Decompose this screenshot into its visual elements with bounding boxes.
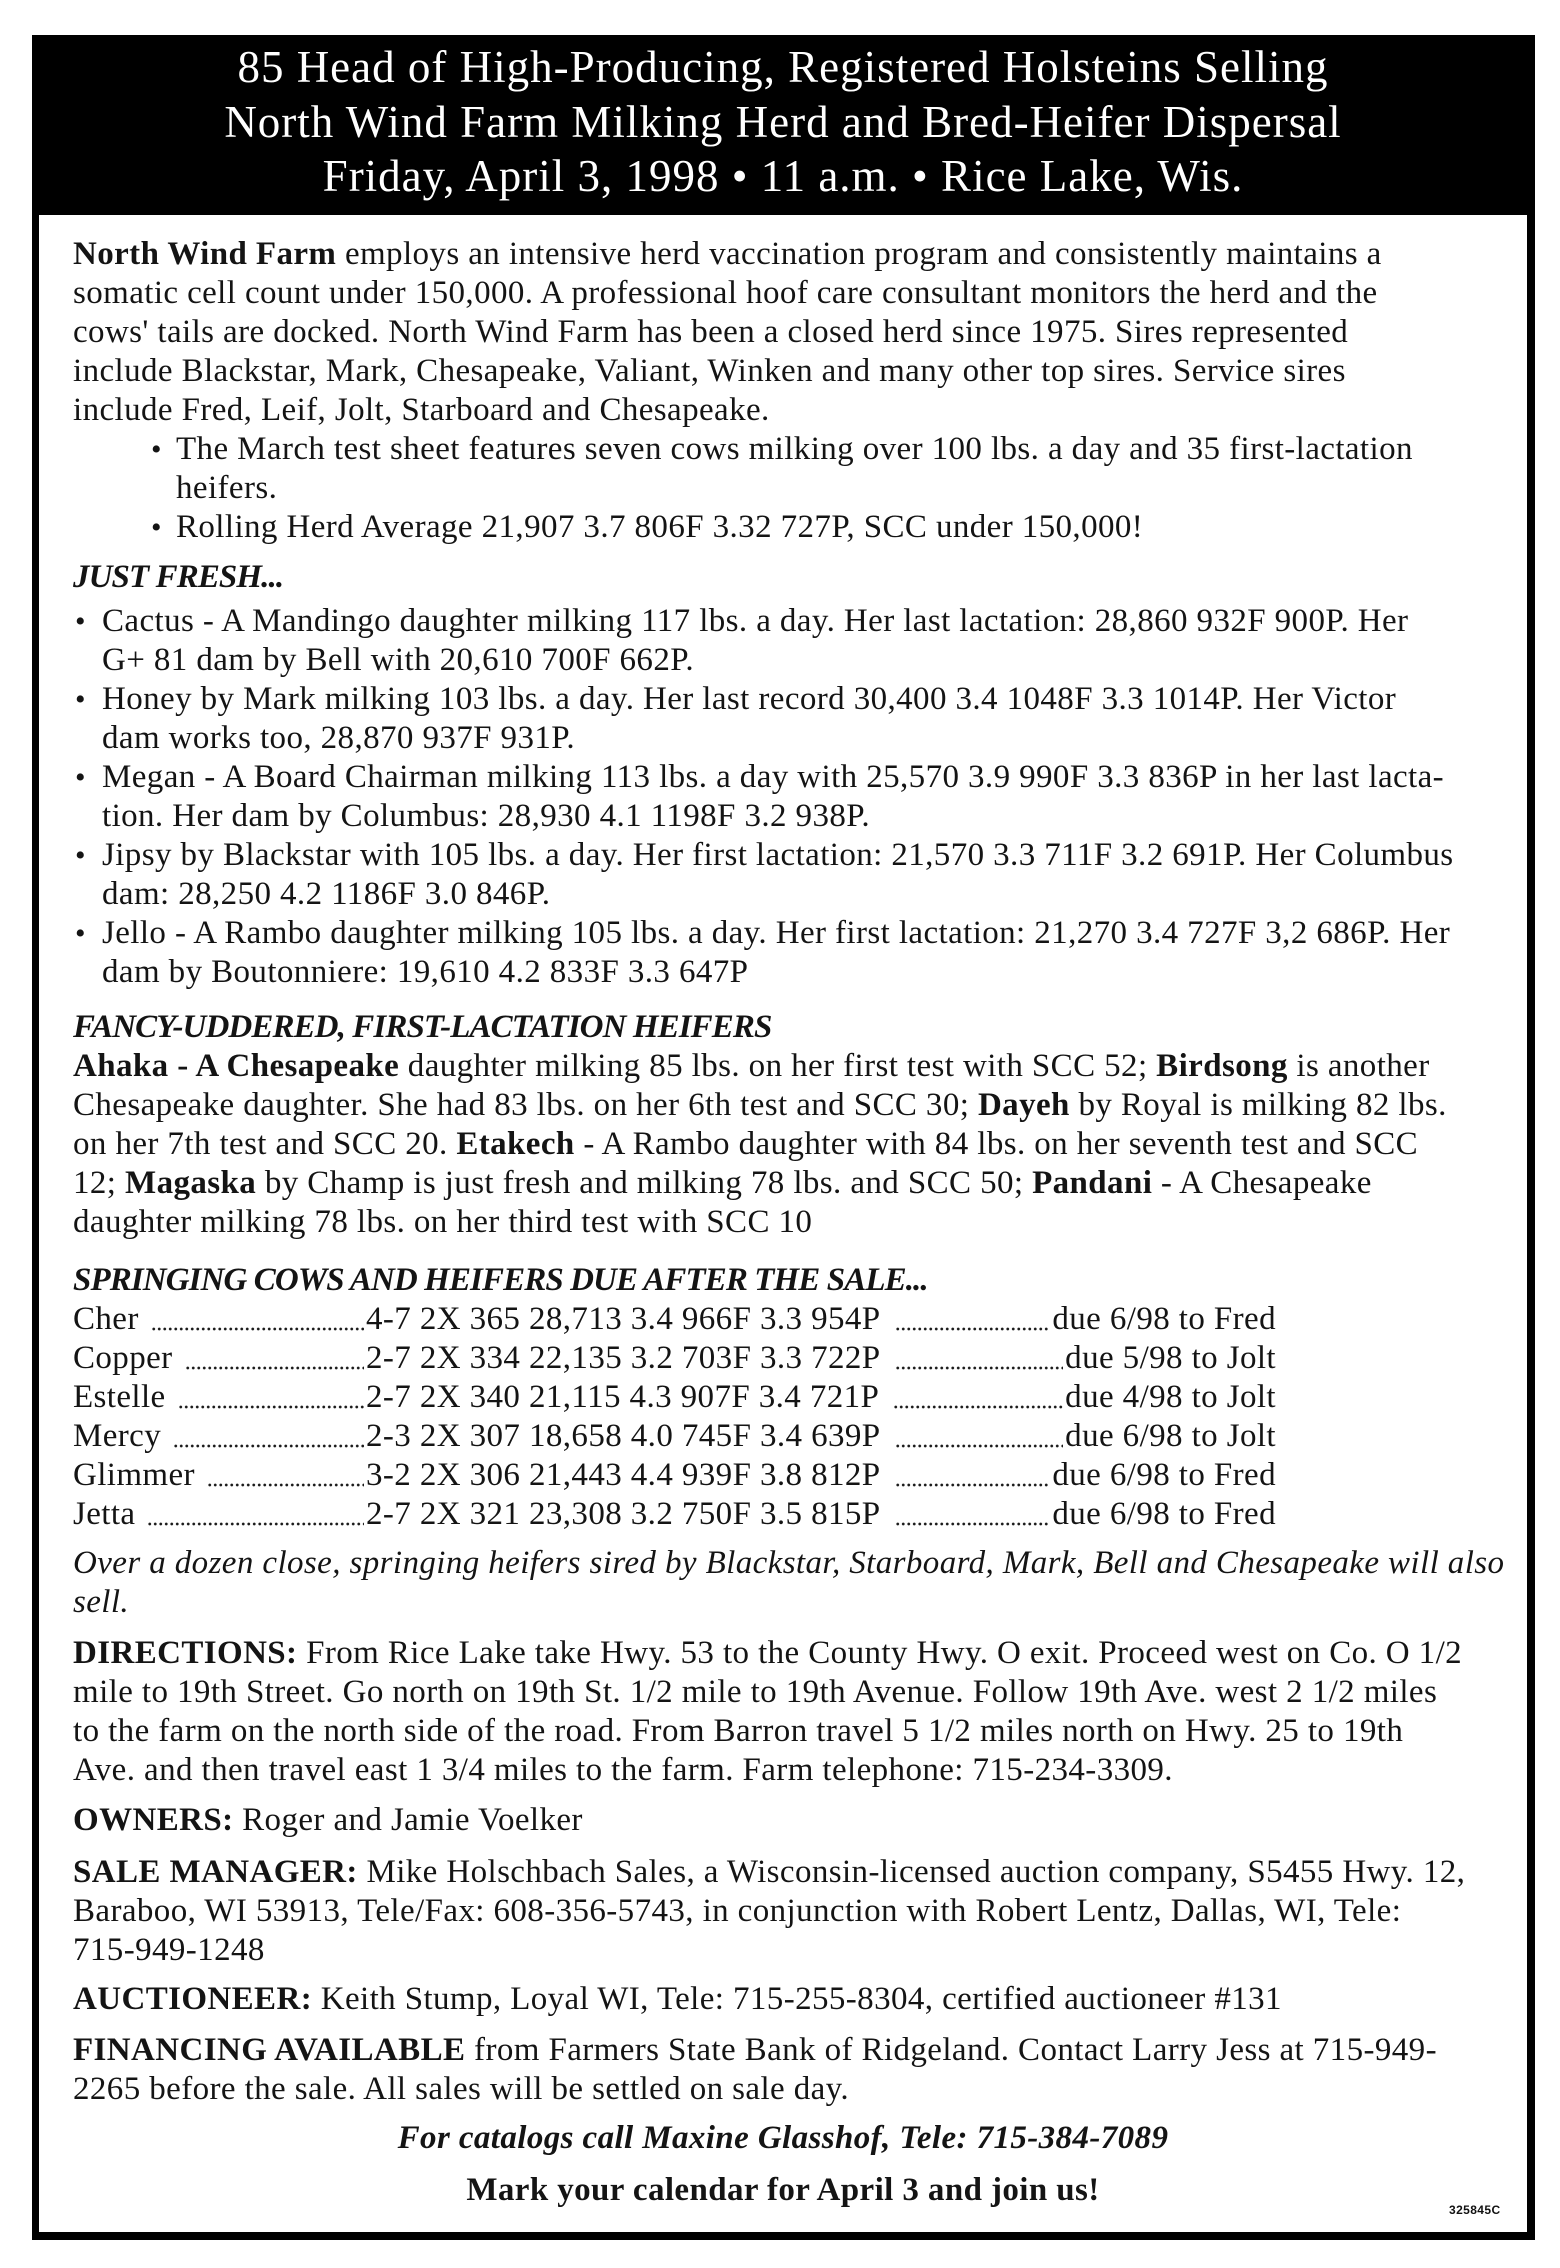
bold-text: Birdsong [1156, 1048, 1288, 1084]
text-line [73, 313, 1507, 352]
text-line [73, 391, 1507, 430]
dot-leader [178, 1378, 364, 1417]
table-row [73, 1417, 1276, 1456]
text-segment: mile to 19th Street. Go north on 19th St. 1/2 mile to 19th Avenue. Follow 19th Ave. west 2 1/2 miles [73, 1674, 1438, 1710]
bold-text: OWNERS: [73, 1802, 234, 1838]
sale-manager-section [73, 1853, 1507, 1970]
text-segment: somatic cell count under 150,000. A professional hoof care consultant monitors the herd and the [73, 275, 1378, 311]
bullet-text [102, 836, 1454, 914]
text-line [73, 2070, 1507, 2109]
table-row [73, 1339, 1276, 1378]
text-segment: From Rice Lake take Hwy. 53 to the County Hwy. O exit. Proceed west on Co. O 1/2 [297, 1635, 1463, 1671]
text-segment: 715-949-1248 [73, 1932, 265, 1968]
headline-subtitle: North Wind Farm Milking Herd and Bred-Heifer Dispersal [224, 96, 1342, 147]
bullet-text [102, 602, 1408, 680]
headline-title: 85 Head of High-Producing, Registered Holsteins Selling [237, 42, 1329, 92]
text-segment: cows' tails are docked. North Wind Farm has been a closed herd since 1975. Sires represented [73, 314, 1349, 350]
bold-text: SALE MANAGER: [73, 1854, 358, 1890]
intro-bullet-list [73, 430, 1507, 547]
text-segment: Jello - A Rambo daughter milking 105 lbs. a day. Her first lactation: 21,270 3.4 727F 3,2 686P. Her [102, 915, 1451, 951]
also-selling-note [73, 1544, 1507, 1622]
text-segment: Chesapeake daughter. She had 83 lbs. on her 6th test and SCC 30; [73, 1087, 978, 1123]
table-row [73, 1456, 1276, 1495]
cow-name: Estelle [73, 1379, 166, 1415]
text-segment: Keith Stump, Loyal WI, Tele: 715-255-8304, certified auctioneer #131 [312, 1981, 1282, 2017]
text-line [176, 508, 1143, 547]
production-record: 2-7 2X 340 21,115 4.3 907F 3.4 721P [366, 1379, 880, 1415]
text-segment: The March test sheet features seven cows milking over 100 lbs. a day and 35 first-lactation [176, 431, 1413, 467]
bullet-list-item [151, 508, 1507, 547]
text-segment: - A Rambo daughter with 84 lbs. on her seventh test and SCC [574, 1126, 1419, 1162]
bullet-text [102, 680, 1396, 758]
heifers-paragraph [73, 1047, 1507, 1242]
springing-table [73, 1300, 1507, 1534]
text-segment: 12; [73, 1165, 126, 1201]
table-row [73, 1378, 1276, 1417]
financing-section [73, 2031, 1507, 2109]
text-line [102, 953, 1450, 992]
text-line [176, 469, 1413, 508]
text-line [73, 1086, 1507, 1125]
due-date: due 6/98 to Fred [1052, 1301, 1276, 1337]
bold-text: Magaska [125, 1165, 257, 1201]
text-segment: sell. [73, 1584, 130, 1620]
bullet-list-item [75, 836, 1507, 914]
bullet-list-item [75, 602, 1507, 680]
text-segment: Mike Holschbach Sales, a Wisconsin-licensed auction company, S5455 Hwy. 12, [357, 1854, 1466, 1890]
text-line [102, 719, 1396, 758]
dot-leader [151, 1300, 364, 1339]
auctioneer-section [73, 1980, 1507, 2019]
text-segment: Roger and Jamie Voelker [233, 1802, 583, 1838]
bullet-list-item [75, 758, 1507, 836]
dot-leader [895, 1300, 1051, 1339]
bold-text: Pandani [1032, 1165, 1153, 1201]
text-line [73, 1203, 1507, 1242]
text-line [73, 1801, 1507, 1840]
text-segment: Baraboo, WI 53913, Tele/Fax: 608-356-5743, in conjunction with Robert Lentz, Dallas, WI, Tele: [73, 1893, 1402, 1929]
text-line [73, 352, 1507, 391]
due-date: due 6/98 to Fred [1052, 1457, 1276, 1493]
cow-name: Copper [73, 1340, 173, 1376]
text-line [102, 914, 1450, 953]
bullet-list-item [151, 430, 1507, 508]
text-line [73, 1583, 1507, 1622]
cow-name-cell [73, 1300, 366, 1339]
just-fresh-list [73, 602, 1507, 992]
text-line [73, 1980, 1507, 2019]
due-date: due 5/98 to Jolt [1065, 1340, 1276, 1376]
dot-leader [893, 1378, 1063, 1417]
text-line [73, 1164, 1507, 1203]
cow-name: Cher [73, 1301, 139, 1337]
dot-leader [147, 1495, 364, 1534]
text-segment: employs an intensive herd vaccination program and consistently maintains a [336, 236, 1382, 272]
text-segment: dam by Boutonniere: 19,610 4.2 833F 3.3 647P [102, 954, 749, 990]
dot-leader [173, 1417, 364, 1456]
directions-section [73, 1634, 1507, 1790]
bullet-text [176, 430, 1413, 508]
text-line [102, 602, 1408, 641]
table-row [73, 1300, 1276, 1339]
cow-name-cell [73, 1495, 366, 1534]
bullet-icon: • [151, 433, 162, 466]
text-line [102, 758, 1444, 797]
bold-text: AUCTIONEER: [73, 1981, 313, 2017]
text-line [73, 1853, 1507, 1892]
bullet-icon: • [75, 839, 86, 872]
calendar-reminder: Mark your calendar for April 3 and join us! [466, 2172, 1100, 2208]
text-segment: Jipsy by Blackstar with 105 lbs. a day. Her first lactation: 21,570 3.3 711F 3.2 691P. Her Columbus [102, 837, 1454, 873]
dot-leader [895, 1456, 1051, 1495]
bold-text: FINANCING AVAILABLE [73, 2032, 466, 2068]
text-segment: from Farmers State Bank of Ridgeland. Contact Larry Jess at 715-949- [465, 2032, 1437, 2068]
dot-leader [207, 1456, 364, 1495]
due-date: due 6/98 to Jolt [1065, 1418, 1276, 1454]
springing-heading: SPRINGING COWS AND HEIFERS DUE AFTER THE SALE... [73, 1262, 928, 1298]
production-record: 2-7 2X 321 23,308 3.2 750F 3.5 815P [366, 1496, 881, 1532]
cow-name-cell [73, 1456, 366, 1495]
bullet-text [102, 914, 1450, 992]
text-segment: on her 7th test and SCC 20. [73, 1126, 457, 1162]
bullet-icon: • [75, 761, 86, 794]
table-row [73, 1495, 1276, 1534]
text-line [102, 641, 1408, 680]
text-line [73, 1712, 1507, 1751]
text-segment: Honey by Mark milking 103 lbs. a day. Her last record 30,400 3.4 1048F 3.3 1014P. Her Victor [102, 681, 1397, 717]
bullet-list-item [75, 680, 1507, 758]
text-line [73, 1125, 1507, 1164]
text-segment: by Royal is milking 82 lbs. [1069, 1087, 1447, 1123]
bullet-text [102, 758, 1444, 836]
bullet-icon: • [75, 683, 86, 716]
text-segment: heifers. [176, 470, 278, 506]
bullet-icon: • [75, 917, 86, 950]
text-line [73, 1892, 1507, 1931]
ad-body [39, 215, 1527, 2210]
cow-name: Mercy [73, 1418, 162, 1454]
bullet-text [176, 508, 1143, 547]
text-line [73, 1931, 1507, 1970]
cow-name-cell [73, 1339, 366, 1378]
text-segment: dam: 28,250 4.2 1186F 3.0 846P. [102, 876, 551, 912]
text-segment: include Fred, Leif, Jolt, Starboard and Chesapeake. [73, 392, 770, 428]
just-fresh-heading: JUST FRESH... [73, 559, 284, 595]
text-line [73, 1047, 1507, 1086]
text-segment: - A Chesapeake [1152, 1165, 1372, 1201]
due-date: due 6/98 to Fred [1052, 1496, 1276, 1532]
bullet-list-item [75, 914, 1507, 992]
text-segment: dam works too, 28,870 937F 931P. [102, 720, 575, 756]
text-segment: daughter milking 85 lbs. on her first test with SCC 52; [399, 1048, 1157, 1084]
dot-leader [895, 1339, 1064, 1378]
text-line [102, 680, 1396, 719]
bold-text: Etakech [456, 1126, 575, 1162]
production-record: 2-7 2X 334 22,135 3.2 703F 3.3 722P [366, 1340, 881, 1376]
bold-text: DIRECTIONS: [73, 1635, 298, 1671]
ad-code: 325845C [1449, 2203, 1501, 2217]
text-line [102, 797, 1444, 836]
text-line [73, 235, 1507, 274]
text-segment: G+ 81 dam by Bell with 20,610 700F 662P. [102, 642, 694, 678]
sale-ad-box [32, 35, 1535, 2240]
cow-name-cell [73, 1378, 366, 1417]
catalog-contact: For catalogs call Maxine Glasshof, Tele: 715-384-7089 [397, 2120, 1169, 2156]
text-line [102, 836, 1454, 875]
due-date: due 4/98 to Jolt [1065, 1379, 1276, 1415]
heifers-heading: FANCY-UDDERED, FIRST-LACTATION HEIFERS [73, 1009, 772, 1045]
text-segment: tion. Her dam by Columbus: 28,930 4.1 1198F 3.2 938P. [102, 798, 871, 834]
production-record: 3-2 2X 306 21,443 4.4 939F 3.8 812P [366, 1457, 881, 1493]
production-record: 4-7 2X 365 28,713 3.4 966F 3.3 954P [366, 1301, 881, 1337]
bullet-icon: • [151, 511, 162, 544]
production-record: 2-3 2X 307 18,658 4.0 745F 3.4 639P [366, 1418, 881, 1454]
text-segment: by Champ is just fresh and milking 78 lbs. and SCC 50; [256, 1165, 1033, 1201]
dot-leader [895, 1417, 1064, 1456]
text-segment: Ave. and then travel east 1 3/4 miles to the farm. Farm telephone: 715-234-3309. [73, 1752, 1173, 1788]
bullet-icon: • [75, 605, 86, 638]
text-segment: Cactus - A Mandingo daughter milking 117 lbs. a day. Her last lactation: 28,860 932F 900P. Her [102, 603, 1409, 639]
text-segment: to the farm on the north side of the road. From Barron travel 5 1/2 miles north on Hwy. 25 to 19th [73, 1713, 1404, 1749]
text-line [73, 274, 1507, 313]
bold-text: North Wind Farm [73, 236, 337, 272]
headline-date-location: Friday, April 3, 1998 • 11 a.m. • Rice Lake, Wis. [322, 151, 1244, 201]
text-segment: 2265 before the sale. All sales will be settled on sale day. [73, 2071, 850, 2107]
ad-header [39, 35, 1527, 215]
dot-leader [185, 1339, 364, 1378]
text-segment: Megan - A Board Chairman milking 113 lbs. a day with 25,570 3.9 990F 3.3 836P in her last lacta- [102, 759, 1445, 795]
text-segment: include Blackstar, Mark, Chesapeake, Valiant, Winken and many other top sires. Service sires [73, 353, 1346, 389]
text-line [176, 430, 1413, 469]
text-line [102, 875, 1454, 914]
text-line [73, 1544, 1507, 1583]
text-line [73, 2031, 1507, 2070]
cow-name-cell [73, 1417, 366, 1456]
bold-text: Ahaka - A Chesapeake [73, 1048, 400, 1084]
text-line [73, 1634, 1507, 1673]
text-line [73, 1751, 1507, 1790]
cow-name: Jetta [73, 1496, 136, 1532]
text-segment: is another [1287, 1048, 1430, 1084]
dot-leader [895, 1495, 1051, 1534]
owners-section [73, 1801, 1507, 1840]
text-segment: daughter milking 78 lbs. on her third test with SCC 10 [73, 1204, 813, 1240]
text-line [73, 1673, 1507, 1712]
bold-text: Dayeh [977, 1087, 1070, 1123]
cow-name: Glimmer [73, 1457, 195, 1493]
intro-paragraph [73, 235, 1507, 430]
text-segment: Rolling Herd Average 21,907 3.7 806F 3.32 727P, SCC under 150,000! [176, 509, 1144, 545]
text-segment: Over a dozen close, springing heifers sired by Blackstar, Starboard, Mark, Bell and Chesapeake will also [73, 1545, 1505, 1581]
